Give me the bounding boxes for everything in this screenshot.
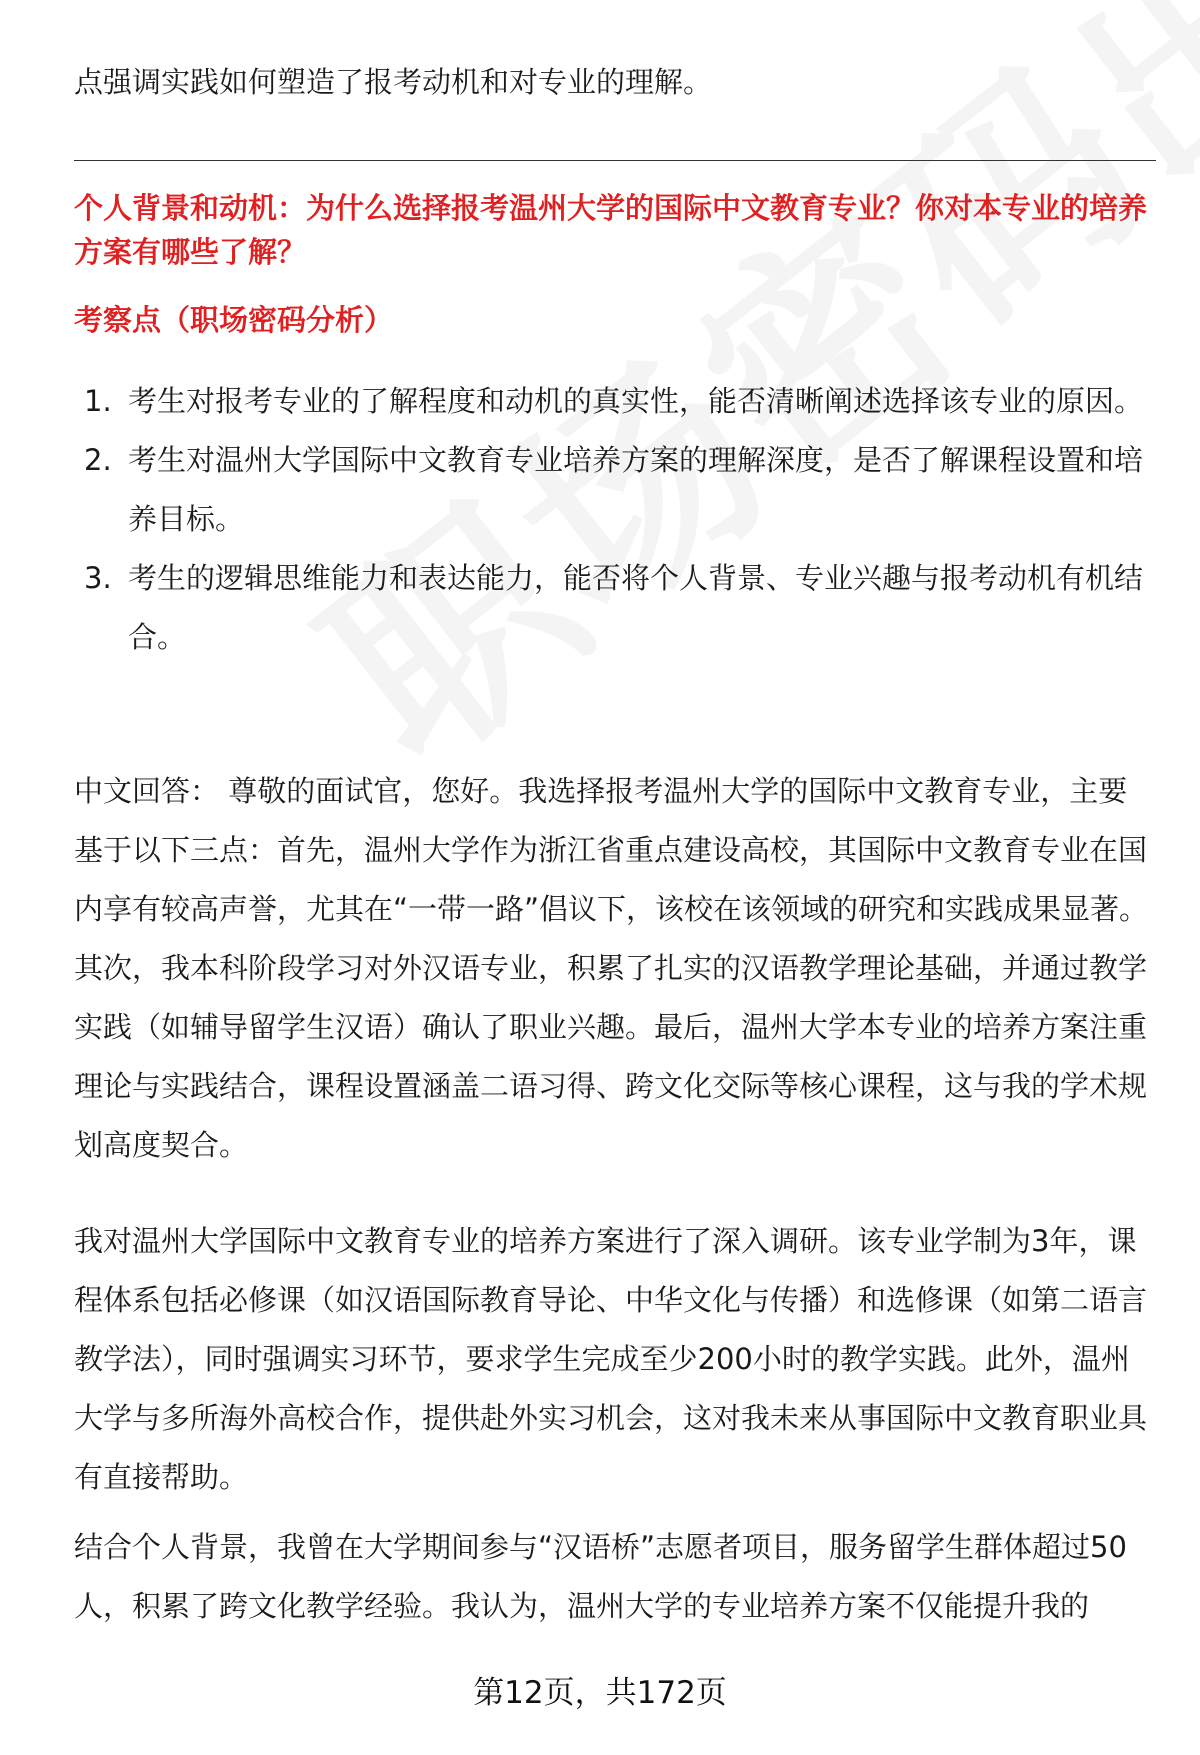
section-divider <box>74 160 1156 161</box>
list-item-number: 2. <box>84 443 112 477</box>
list-item <box>74 549 1154 667</box>
assessment-points-list <box>74 372 1154 667</box>
answer-paragraph-1: 中文回答： 尊敬的面试官，您好。我选择报考温州大学的国际中文教育专业，主要基于以下三点：首先，温州大学作为浙江省重点建设高校，其国际中文教育专业在国内享有较高声誉，尤其在“一带一路”倡议下，该校在该领域的研究和实践成果显著。其次，我本科阶段学习对外汉语专业，积累了扎实的汉语教学理论基础，并通过教学实践（如辅导留学生汉语）确认了职业兴趣。最后，温州大学本专业的培养方案注重理论与实践结合，课程设置涵盖二语习得、跨文化交际等核心课程，这与我的学术规划高度契合。 <box>74 774 1149 1162</box>
answer-paragraph-2: 我对温州大学国际中文教育专业的培养方案进行了深入调研。该专业学制为3年，课程体系包括必修课（如汉语国际教育导论、中华文化与传播）和选修课（如第二语言教学法），同时强调实习环节，要求学生完成至少200小时的教学实践。此外，温州大学与多所海外高校合作，提供赴外实习机会，这对我未来从事国际中文教育职业具有直接帮助。 <box>74 1224 1148 1494</box>
list-item-text: 考生对温州大学国际中文教育专业培养方案的理解深度，是否了解课程设置和培养目标。 <box>128 443 1144 536</box>
answer-paragraph-3: 结合个人背景，我曾在大学期间参与“汉语桥”志愿者项目，服务留学生群体超过50人，积累了跨文化教学经验。我认为，温州大学的专业培养方案不仅能提升我的 <box>74 1530 1127 1623</box>
list-item <box>74 372 1154 431</box>
list-item-number: 3. <box>84 561 112 595</box>
question-heading: 个人背景和动机：为什么选择报考温州大学的国际中文教育专业？你对本专业的培养方案有哪些了解？ <box>74 191 1148 269</box>
kaochadian-heading: 考察点（职场密码分析） <box>74 303 394 337</box>
list-item-text: 考生对报考专业的了解程度和动机的真实性，能否清晰阐述选择该专业的原因。 <box>128 384 1144 418</box>
list-item <box>74 431 1154 549</box>
intro-text: 点强调实践如何塑造了报考动机和对专业的理解。 <box>74 65 713 99</box>
page-number-footer: 第12页，共172页 <box>473 1675 727 1711</box>
list-item-number: 1. <box>84 384 112 418</box>
list-item-text: 考生的逻辑思维能力和表达能力，能否将个人背景、专业兴趣与报考动机有机结合。 <box>128 561 1144 654</box>
